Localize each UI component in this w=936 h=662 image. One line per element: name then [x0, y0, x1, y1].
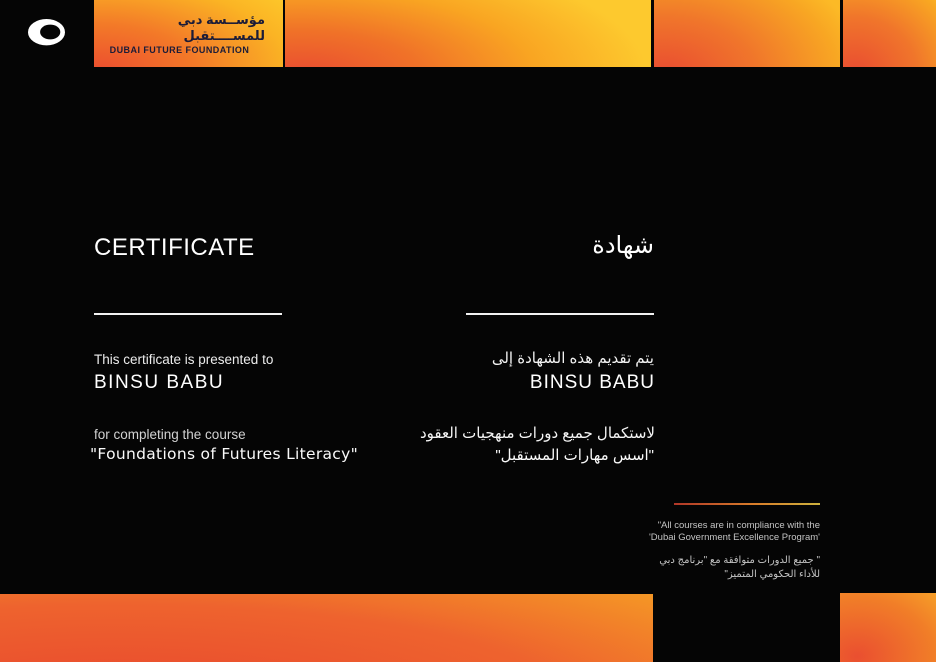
compliance-note-en-line1: "All courses are in compliance with the [657, 520, 820, 531]
certificate-title-en: CERTIFICATE [94, 234, 255, 261]
brand-logo-box [94, 0, 283, 67]
divider-left [94, 313, 282, 315]
divider-right [466, 313, 654, 315]
presented-label-en: This certificate is presented to [94, 352, 274, 367]
course-title-ar: "اسس مهارات المستقبل" [495, 447, 654, 464]
compliance-note-en [540, 520, 820, 544]
compliance-note-ar-line1: " جميع الدورات متوافقة مع "برنامج دبي [659, 555, 820, 566]
recipient-name-ar: BINSU BABU [529, 372, 655, 393]
banner-gradient-segment-4 [843, 0, 936, 67]
compliance-note-en-line2: 'Dubai Government Excellence Program' [648, 532, 820, 543]
compliance-divider [674, 503, 820, 505]
compliance-note-ar [540, 554, 820, 582]
compliance-note-ar-line2: للأداء الحكومي المتميز" [724, 569, 820, 580]
recipient-name-en: BINSU BABU [94, 372, 225, 393]
course-title-en: "Foundations of Futures Literacy" [90, 445, 359, 463]
course-label-en: for completing the course [94, 427, 246, 442]
footer-gradient-left [0, 594, 653, 662]
brand-name-arabic: مؤســسة دبي للمســــتقبل [177, 11, 265, 43]
presented-label-ar: يتم تقديم هذه الشهادة إلى [491, 350, 654, 367]
banner-gradient-segment-2 [285, 0, 651, 67]
banner-gradient-segment-3 [654, 0, 840, 67]
course-label-ar: لاستكمال جميع دورات منهجيات العقود [419, 425, 655, 442]
footer-gradient-right [840, 593, 936, 662]
certificate-title-ar: شهادة [592, 232, 654, 259]
dff-oval-ring-icon [28, 19, 65, 46]
brand-name-english: DUBAI FUTURE FOUNDATION [109, 44, 250, 55]
